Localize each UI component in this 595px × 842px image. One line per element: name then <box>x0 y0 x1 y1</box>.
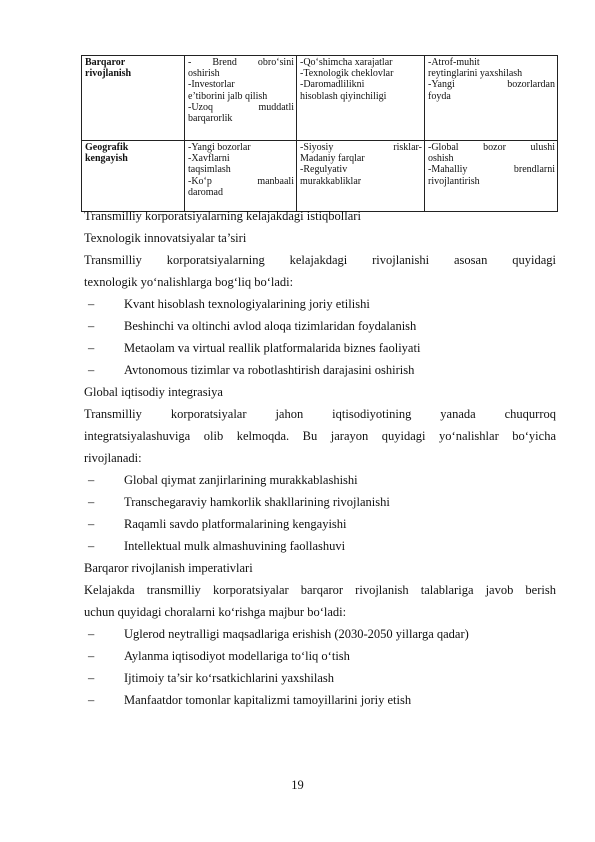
list-item-text: Raqamli savdo platformalarining kengayishi <box>124 517 347 531</box>
cell-line: oshish <box>428 153 454 165</box>
table-row <box>82 56 558 141</box>
list-item-text: Ijtimoiy ta’sir ko‘rsatkichlarini yaxshilash <box>124 671 335 685</box>
bullet-dash: – <box>88 363 95 377</box>
paragraph-line: Kelajakda transmilliy korporatsiyalar barqaror rivojlanish talablariga javob berish <box>84 583 556 597</box>
cell-line: -Daromadlilikni <box>300 79 365 91</box>
comparison-table <box>81 55 558 212</box>
cell-line: - Brend obro‘sini <box>188 57 294 68</box>
table-cell-head <box>82 141 185 212</box>
table-cell <box>185 141 297 212</box>
list-item <box>84 689 556 711</box>
cell-line: rivojlanish <box>85 68 132 80</box>
list-item <box>84 293 556 315</box>
cell-line: Barqaror <box>85 57 126 68</box>
bullet-dash: – <box>88 693 95 707</box>
paragraph-line: Transmilliy korporatsiyalar jahon iqtisodiyotining yanada chuqurroq <box>84 407 556 421</box>
list-item-text: Manfaatdor tomonlar kapitalizmi tamoyillarini joriy etish <box>124 693 412 707</box>
list-item-text: Aylanma iqtisodiyot modellariga to‘liq o‘tish <box>124 649 350 663</box>
cell-line: -Yangi bozorlar <box>188 142 251 153</box>
body-text <box>84 205 556 711</box>
subheading: Barqaror rivojlanish imperativlari <box>84 561 253 575</box>
cell-line: taqsimlash <box>188 164 231 176</box>
cell-line: e’tiborini jalb qilish <box>188 90 268 102</box>
table-cell <box>297 56 425 141</box>
cell-line: -Global bozor ulushi <box>428 142 555 153</box>
list-item <box>84 513 556 535</box>
table-cell <box>425 56 558 141</box>
cell-line: rivojlantirish <box>428 175 480 187</box>
subheading: Global iqtisodiy integrasiya <box>84 385 223 399</box>
table-row <box>82 141 558 212</box>
cell-line: kengayish <box>85 153 128 165</box>
cell-line: daromad <box>188 186 223 198</box>
table-cell <box>425 141 558 212</box>
list-item-text: Beshinchi va oltinchi avlod aloqa tizimlaridan foydalanish <box>124 319 417 333</box>
list-item <box>84 491 556 513</box>
cell-line: murakkabliklar <box>300 175 362 187</box>
table-cell-head <box>82 56 185 141</box>
cell-line: reytinglarini yaxshilash <box>428 68 523 80</box>
bullet-dash: – <box>88 649 95 663</box>
list-item <box>84 315 556 337</box>
bullet-dash: – <box>88 297 95 311</box>
list-item-text: Global qiymat zanjirlarining murakkablashishi <box>124 473 358 487</box>
cell-line: -Yangi bozorlardan <box>428 79 555 91</box>
subheading: Texnologik innovatsiyalar ta’siri <box>84 231 247 245</box>
list-item-text: Metaolam va virtual reallik platformalarida biznes faoliyati <box>124 341 421 355</box>
cell-line: -Qo‘shimcha xarajatlar <box>300 57 393 68</box>
cell-line: -Ko‘p manbaali <box>188 175 294 187</box>
list-item <box>84 469 556 491</box>
list-item-text: Avtonomous tizimlar va robotlashtirish darajasini oshirish <box>124 363 415 377</box>
list-item <box>84 623 556 645</box>
cell-line: Madaniy farqlar <box>300 153 365 165</box>
bullet-dash: – <box>88 671 95 685</box>
bullet-dash: – <box>88 495 95 509</box>
list-item <box>84 337 556 359</box>
section-title: Transmilliy korporatsiyalarning kelajakdagi istiqbollari <box>84 209 361 223</box>
list-item-text: Uglerod neytralligi maqsadlariga erishish (2030-2050 yillarga qadar) <box>124 627 469 641</box>
page-number: 19 <box>291 778 304 792</box>
cell-line: foyda <box>428 90 451 102</box>
bullet-dash: – <box>88 539 95 553</box>
cell-line: -Atrof-muhit <box>428 57 480 68</box>
bullet-dash: – <box>88 473 95 487</box>
cell-line: -Investorlar <box>188 79 235 91</box>
cell-line: oshirish <box>188 68 220 80</box>
paragraph-line: rivojlanadi: <box>84 451 142 465</box>
bullet-dash: – <box>88 517 95 531</box>
list-item <box>84 645 556 667</box>
list-item <box>84 359 556 381</box>
bullet-dash: – <box>88 319 95 333</box>
list-item <box>84 667 556 689</box>
bullet-dash: – <box>88 341 95 355</box>
cell-line: hisoblash qiyinchiligi <box>300 90 387 102</box>
list-item-text: Intellektual mulk almashuvining faollashuvi <box>124 539 346 553</box>
paragraph-line: Transmilliy korporatsiyalarning kelajakdagi rivojlanishi asosan quyidagi <box>84 253 556 267</box>
paragraph-line: texnologik yo‘nalishlarga bog‘liq bo‘ladi: <box>84 275 294 289</box>
list-item-text: Kvant hisoblash texnologiyalarining joriy etilishi <box>124 297 370 311</box>
cell-line: -Siyosiy risklar- <box>300 142 422 153</box>
cell-line: -Mahalliy brendlarni <box>428 164 555 176</box>
cell-line: -Texnologik cheklovlar <box>300 68 394 80</box>
list-item <box>84 535 556 557</box>
table-cell <box>185 56 297 141</box>
cell-line: -Uzoq muddatli <box>188 101 294 113</box>
bullet-dash: – <box>88 627 95 641</box>
cell-line: Geografik <box>85 142 129 153</box>
cell-line: -Regulyativ <box>300 164 348 176</box>
paragraph-line: integratsiyalashuviga olib kelmoqda. Bu jarayon quyidagi yo‘nalishlar bo‘yicha <box>84 429 556 443</box>
table-cell <box>297 141 425 212</box>
list-item-text: Transchegaraviy hamkorlik shakllarining rivojlanishi <box>124 495 390 509</box>
cell-line: -Xavflarni <box>188 153 230 165</box>
cell-line: barqarorlik <box>188 113 233 125</box>
paragraph-line: uchun quyidagi choralarni ko‘rishga majbur bo‘ladi: <box>84 605 347 619</box>
